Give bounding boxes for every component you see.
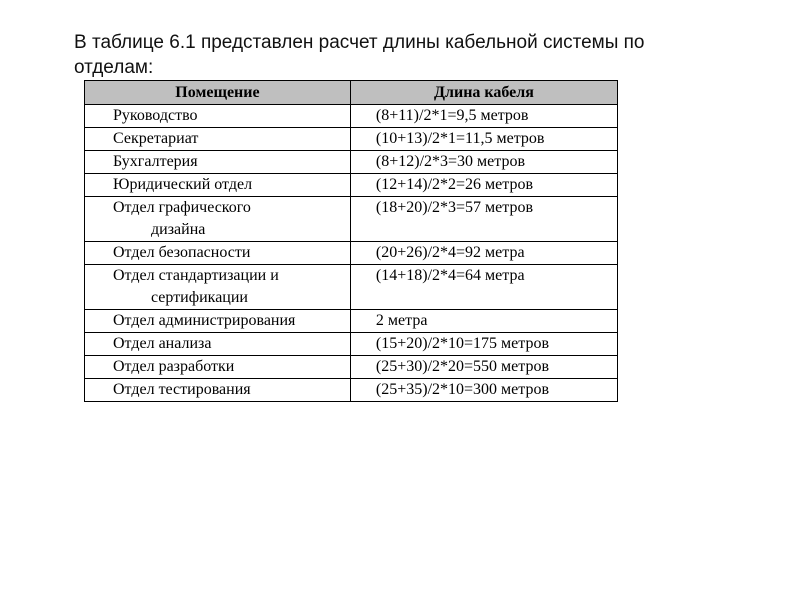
room-cell [85, 333, 351, 356]
room-cell [85, 105, 351, 128]
room-cell [85, 310, 351, 333]
length-cell [350, 151, 617, 174]
room-name-line2: сертификации [151, 289, 248, 306]
table-row [85, 242, 618, 265]
length-cell [350, 310, 617, 333]
cable-length: (25+30)/2*20=550 метров [375, 358, 550, 375]
room-cell [85, 151, 351, 174]
room-name: Бухгалтерия [113, 153, 198, 170]
table-header-row [85, 81, 618, 105]
room-name-line1: Отдел стандартизации и [113, 267, 279, 284]
cable-length: (25+35)/2*10=300 метров [375, 381, 550, 398]
room-name-line2: дизайна [151, 221, 206, 238]
room-cell [85, 174, 351, 197]
length-cell [350, 105, 617, 128]
room-cell [85, 128, 351, 151]
table-row [85, 333, 618, 356]
table-row [85, 151, 618, 174]
header-cable-length: Длина кабеля [350, 81, 617, 105]
room-name [113, 197, 343, 241]
table-row [85, 379, 618, 402]
table-row [85, 174, 618, 197]
room-name: Отдел анализа [113, 335, 212, 352]
cable-length: (8+11)/2*1=9,5 метров [375, 107, 529, 124]
table-row [85, 197, 618, 242]
room-name: Отдел администрирования [113, 312, 296, 329]
cable-length: 2 метра [375, 312, 428, 329]
cable-length: (15+20)/2*10=175 метров [375, 335, 550, 352]
length-cell [350, 265, 617, 310]
length-cell [350, 333, 617, 356]
cable-length: (12+14)/2*2=26 метров [375, 176, 534, 193]
length-cell [350, 379, 617, 402]
cable-length: (18+20)/2*3=57 метров [375, 199, 534, 216]
table-row [85, 310, 618, 333]
room-name: Секретариат [113, 130, 199, 147]
room-cell [85, 379, 351, 402]
length-cell [350, 242, 617, 265]
room-name: Отдел тестирования [113, 381, 251, 398]
cable-length: (8+12)/2*3=30 метров [375, 153, 526, 170]
header-room: Помещение [85, 81, 351, 105]
length-cell [350, 197, 617, 242]
room-name: Юридический отдел [113, 176, 253, 193]
table-row [85, 356, 618, 379]
length-cell [350, 356, 617, 379]
room-cell [85, 356, 351, 379]
cable-length-table [84, 80, 618, 402]
cable-length: (14+18)/2*4=64 метра [375, 267, 525, 284]
length-cell [350, 128, 617, 151]
room-name [113, 265, 343, 309]
room-cell [85, 197, 351, 242]
room-cell [85, 242, 351, 265]
table-row [85, 265, 618, 310]
room-name: Руководство [113, 107, 198, 124]
room-cell [85, 265, 351, 310]
cable-length: (10+13)/2*1=11,5 метров [375, 130, 545, 147]
length-cell [350, 174, 617, 197]
table-row [85, 128, 618, 151]
room-name: Отдел разработки [113, 358, 235, 375]
room-name-line1: Отдел графического [113, 199, 251, 216]
cable-length: (20+26)/2*4=92 метра [375, 244, 525, 261]
table-row [85, 105, 618, 128]
intro-paragraph: В таблице 6.1 представлен расчет длины кабельной системы по отделам: [74, 32, 645, 78]
room-name: Отдел безопасности [113, 244, 251, 261]
